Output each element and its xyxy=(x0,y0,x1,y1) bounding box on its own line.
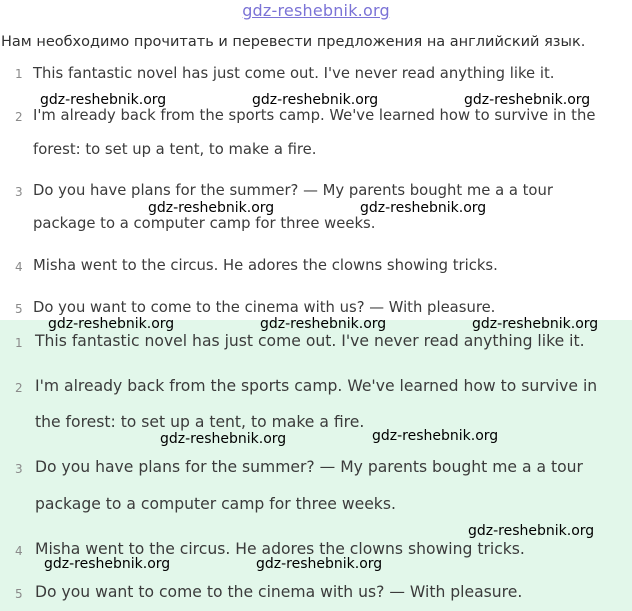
watermark: gdz-reshebnik.org xyxy=(360,200,487,216)
watermark: gdz-reshebnik.org xyxy=(260,316,387,332)
site-header-link[interactable]: gdz-reshebnik.org xyxy=(242,1,390,20)
watermark: gdz-reshebnik.org xyxy=(256,556,383,572)
item-number: 2 xyxy=(15,110,23,124)
watermark: gdz-reshebnik.org xyxy=(472,316,599,332)
item-number: 1 xyxy=(15,336,23,350)
sentence-text: I'm already back from the sports camp. We've learned how to survive in the xyxy=(33,107,596,124)
sentence-text: This fantastic novel has just come out. I've never read anything like it. xyxy=(33,65,555,82)
watermark: gdz-reshebnik.org xyxy=(252,92,379,108)
watermark: gdz-reshebnik.org xyxy=(464,92,591,108)
item-number: 5 xyxy=(15,302,23,316)
sentence-text-continued: package to a computer camp for three weeks. xyxy=(33,215,376,232)
sentence-text: Do you have plans for the summer? — My parents bought me a a tour xyxy=(35,458,583,476)
watermark: gdz-reshebnik.org xyxy=(148,200,275,216)
sentence-text-continued: forest: to set up a tent, to make a fire. xyxy=(33,141,317,158)
item-number: 3 xyxy=(15,185,23,199)
item-number: 4 xyxy=(15,544,23,558)
watermark: gdz-reshebnik.org xyxy=(160,431,287,447)
watermark: gdz-reshebnik.org xyxy=(40,92,167,108)
sentence-text: Do you have plans for the summer? — My parents bought me a a tour xyxy=(33,182,553,199)
sentence-text: Misha went to the circus. He adores the clowns showing tricks. xyxy=(33,257,498,274)
sentence-text-continued: the forest: to set up a tent, to make a fire. xyxy=(35,413,365,431)
item-number: 4 xyxy=(15,260,23,274)
watermark: gdz-reshebnik.org xyxy=(372,428,499,444)
watermark: gdz-reshebnik.org xyxy=(44,556,171,572)
sentence-text: This fantastic novel has just come out. I've never read anything like it. xyxy=(35,332,585,350)
item-number: 2 xyxy=(15,381,23,395)
sentence-text: I'm already back from the sports camp. We've learned how to survive in xyxy=(35,377,598,395)
item-number: 1 xyxy=(15,67,23,81)
watermark: gdz-reshebnik.org xyxy=(48,316,175,332)
item-number: 3 xyxy=(15,462,23,476)
sentence-text-continued: package to a computer camp for three weeks. xyxy=(35,495,396,513)
task-instruction: Нам необходимо прочитать и перевести предложения на английский язык. xyxy=(1,34,586,50)
watermark: gdz-reshebnik.org xyxy=(468,523,595,539)
item-number: 5 xyxy=(15,587,23,601)
sentence-text: Do you want to come to the cinema with us? — With pleasure. xyxy=(33,299,496,316)
sentence-text: Do you want to come to the cinema with us? — With pleasure. xyxy=(35,583,523,601)
sentence-text: Misha went to the circus. He adores the clowns showing tricks. xyxy=(35,540,525,558)
